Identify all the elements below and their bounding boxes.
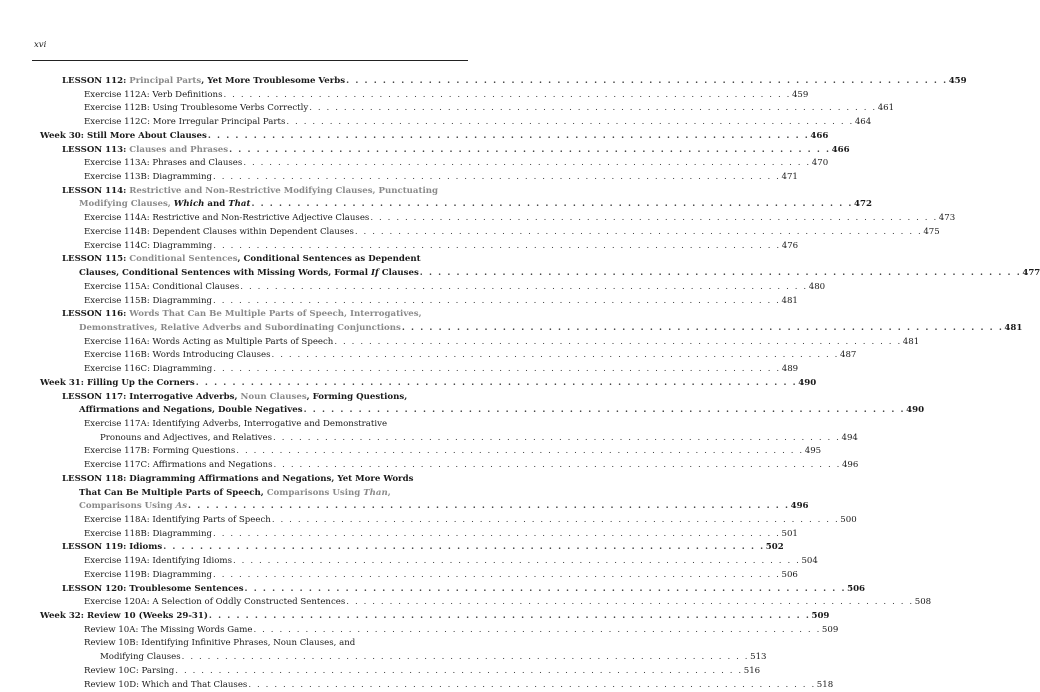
title-segment: Exercise 116C: Diagramming — [84, 364, 213, 375]
page-number: 473 — [938, 213, 956, 224]
toc-entry-title — [84, 569, 212, 583]
leader-dots: . . . . . . . . . . . . . . . . . . . . . . . . . . . . . . . . . . . . . . . . . . . . . . . . . . . . . . . . . . . . . . . . . . — [213, 240, 781, 251]
title-segment: Exercise 120A: A Selection of Oddly Constructed Sentences — [84, 597, 346, 608]
toc-entry-title — [84, 89, 223, 103]
toc-entry-title — [79, 487, 391, 501]
toc-lesson-entry — [62, 391, 442, 405]
toc-exercise-entry — [62, 624, 839, 638]
toc-entry-title — [84, 679, 247, 692]
title-segment: Exercise 118A: Identifying Parts of Speech — [84, 515, 271, 525]
toc-exercise-entry — [62, 281, 826, 295]
toc-entry-title — [40, 130, 207, 144]
toc-continuation-line — [62, 267, 1040, 281]
title-segment: , Conditional Sentences as Dependent — [237, 254, 421, 265]
toc-entry-title — [84, 212, 369, 226]
page-number: 518 — [816, 679, 834, 690]
title-segment: , Yet More Troublesome Verbs — [201, 76, 346, 86]
page-number: 481 — [902, 336, 920, 347]
toc-entry-title — [84, 171, 212, 185]
page-number: 506 — [781, 569, 798, 580]
toc-continuation-line — [62, 487, 442, 501]
toc-entry-title — [62, 144, 228, 158]
toc-entry-title — [62, 541, 162, 555]
toc-continuation-line — [62, 651, 767, 665]
toc-exercise-entry — [62, 102, 895, 116]
title-segment: , Forming Questions, — [306, 391, 408, 402]
toc-lesson-entry — [62, 473, 442, 487]
toc-exercise-entry — [62, 514, 857, 528]
grammar-term-highlight: As — [175, 501, 188, 512]
toc-entry-title — [79, 500, 187, 514]
title-segment: That Can Be Multiple Parts of Speech, — [79, 487, 267, 498]
toc-continuation-line — [62, 198, 872, 212]
title-segment: Pronouns and Adjectives, and Relatives — [100, 432, 273, 443]
toc-exercise-entry — [62, 637, 442, 651]
grammar-term-highlight: Clauses and Phrases — [129, 144, 229, 155]
toc-entry-title — [84, 624, 252, 638]
toc-lesson-entry — [62, 583, 866, 597]
title-segment: Review 10D: Which and That Clauses — [84, 679, 248, 690]
page-folio: xvi — [34, 40, 47, 50]
toc-entry-title — [100, 432, 272, 446]
page-number: 464 — [854, 117, 872, 128]
toc-entry-title — [84, 363, 212, 377]
page-number: 516 — [743, 665, 761, 676]
title-segment: Review 10A: The Missing Words Game — [84, 624, 253, 635]
toc-entry-title — [84, 528, 212, 542]
toc-entry-title — [84, 637, 355, 651]
toc-exercise-entry — [62, 240, 799, 254]
page-number: 500 — [840, 515, 857, 525]
page-number: 480 — [808, 281, 826, 292]
title-segment: LESSON 119: Idioms — [62, 542, 163, 553]
page-number: 509 — [811, 611, 830, 622]
toc-exercise-entry — [62, 116, 872, 130]
grammar-term-highlight: Words That Can Be Multiple Parts of Speech, Interrogatives, — [129, 309, 422, 320]
page-number: 489 — [781, 364, 799, 375]
toc-entry-title — [84, 102, 308, 116]
leader-dots: . . . . . . . . . . . . . . . . . . . . . . . . . . . . . . . . . . . . . . . . . . . . . . . . . . . . . . . . . . . . . . . . . . — [244, 583, 847, 594]
title-segment: LESSON 114: — [62, 185, 130, 196]
leader-dots: . . . . . . . . . . . . . . . . . . . . . . . . . . . . . . . . . . . . . . . . . . . . . . . . . . . . . . . . . . . . . . . . . . — [401, 322, 1004, 333]
leader-dots: . . . . . . . . . . . . . . . . . . . . . . . . . . . . . . . . . . . . . . . . . . . . . . . . . . . . . . . . . . . . . . . . . . — [354, 226, 923, 237]
toc-exercise-entry — [62, 226, 940, 240]
title-segment: and — [204, 199, 229, 210]
toc-exercise-entry — [62, 349, 857, 363]
title-segment: Exercise 117A: Identifying Adverbs, Interrogative and Demonstrative — [84, 418, 388, 429]
toc-week-entry — [40, 610, 830, 624]
toc-entry-title — [84, 157, 242, 171]
toc-entry-title — [79, 322, 401, 336]
grammar-term-highlight: Comparisons Using — [266, 487, 364, 498]
page-number: 494 — [841, 432, 858, 443]
toc-entry-title — [62, 253, 421, 267]
leader-dots: . . . . . . . . . . . . . . . . . . . . . . . . . . . . . . . . . . . . . . . . . . . . . . . . . . . . . . . . . . . . . . . . . . — [181, 652, 750, 663]
toc-continuation-line — [62, 432, 858, 446]
leader-dots: . . . . . . . . . . . . . . . . . . . . . . . . . . . . . . . . . . . . . . . . . . . . . . . . . . . . . . . . . . . . . . . . . . — [213, 569, 781, 580]
toc-entry-title — [84, 336, 333, 350]
keyword-emphasis: That — [228, 199, 251, 210]
toc-lesson-entry — [62, 541, 784, 555]
leader-dots: . . . . . . . . . . . . . . . . . . . . . . . . . . . . . . . . . . . . . . . . . . . . . . . . . . . . . . . . . . . . . . . . . . — [236, 446, 804, 457]
toc-continuation-line — [62, 500, 809, 514]
toc-exercise-entry — [62, 679, 834, 692]
title-segment: Week 32: Review 10 (Weeks 29-31) — [40, 611, 208, 622]
toc-entry-title — [62, 391, 407, 405]
leader-dots: . . . . . . . . . . . . . . . . . . . . . . . . . . . . . . . . . . . . . . . . . . . . . . . . . . . . . . . . . . . . . . . . . . — [271, 515, 840, 525]
title-segment: Exercise 112A: Verb Definitions — [84, 89, 223, 100]
leader-dots: . . . . . . . . . . . . . . . . . . . . . . . . . . . . . . . . . . . . . . . . . . . . . . . . . . . . . . . . . . . . . . . . . . — [243, 158, 811, 169]
toc-entry-title — [84, 596, 345, 610]
leader-dots: . . . . . . . . . . . . . . . . . . . . . . . . . . . . . . . . . . . . . . . . . . . . . . . . . . . . . . . . . . . . . . . . . . — [253, 624, 821, 635]
toc-exercise-entry — [62, 445, 822, 459]
leader-dots: . . . . . . . . . . . . . . . . . . . . . . . . . . . . . . . . . . . . . . . . . . . . . . . . . . . . . . . . . . . . . . . . . . — [188, 501, 790, 512]
title-segment: Clauses, Conditional Sentences with Missing Words, Formal — [79, 268, 372, 279]
page-number: 487 — [840, 350, 857, 361]
toc-exercise-entry — [62, 157, 829, 171]
title-segment: Exercise 119B: Diagramming — [84, 569, 213, 580]
toc-entry-title — [62, 583, 244, 597]
toc-exercise-entry — [62, 295, 798, 309]
leader-dots: . . . . . . . . . . . . . . . . . . . . . . . . . . . . . . . . . . . . . . . . . . . . . . . . . . . . . . . . . . . . . . . . . . — [346, 597, 914, 608]
leader-dots: . . . . . . . . . . . . . . . . . . . . . . . . . . . . . . . . . . . . . . . . . . . . . . . . . . . . . . . . . . . . . . . . . . — [286, 117, 854, 128]
grammar-term-highlight: Conditional Sentences — [129, 254, 238, 265]
leader-dots: . . . . . . . . . . . . . . . . . . . . . . . . . . . . . . . . . . . . . . . . . . . . . . . . . . . . . . . . . . . . . . . . . . — [213, 364, 781, 375]
leader-dots: . . . . . . . . . . . . . . . . . . . . . . . . . . . . . . . . . . . . . . . . . . . . . . . . . . . . . . . . . . . . . . . . . . — [419, 268, 1022, 279]
grammar-term-highlight: Than — [363, 487, 388, 498]
page-number: 461 — [877, 103, 895, 114]
toc-exercise-entry — [62, 596, 932, 610]
toc-lesson-entry — [62, 185, 442, 199]
page-number: 509 — [821, 624, 839, 635]
grammar-term-highlight: Demonstratives, Relative Adverbs and Subordinating Conjunctions — [79, 322, 401, 333]
title-segment: Review 10C: Parsing — [84, 665, 175, 676]
leader-dots: . . . . . . . . . . . . . . . . . . . . . . . . . . . . . . . . . . . . . . . . . . . . . . . . . . . . . . . . . . . . . . . . . . — [163, 542, 765, 553]
toc-entry-title — [100, 651, 181, 665]
page-number: 490 — [906, 405, 925, 416]
leader-dots: . . . . . . . . . . . . . . . . . . . . . . . . . . . . . . . . . . . . . . . . . . . . . . . . . . . . . . . . . . . . . . . . . . — [334, 336, 902, 347]
page-number: 501 — [781, 528, 798, 539]
toc-exercise-entry — [62, 528, 798, 542]
page-number: 476 — [781, 240, 799, 251]
leader-dots: . . . . . . . . . . . . . . . . . . . . . . . . . . . . . . . . . . . . . . . . . . . . . . . . . . . . . . . . . . . . . . . . . . — [175, 665, 743, 676]
leader-dots: . . . . . . . . . . . . . . . . . . . . . . . . . . . . . . . . . . . . . . . . . . . . . . . . . . . . . . . . . . . . . . . . . . — [346, 76, 948, 86]
leader-dots: . . . . . . . . . . . . . . . . . . . . . . . . . . . . . . . . . . . . . . . . . . . . . . . . . . . . . . . . . . . . . . . . . . — [370, 213, 938, 224]
title-segment: Exercise 113A: Phrases and Clauses — [84, 158, 243, 169]
toc-exercise-entry — [62, 555, 818, 569]
title-segment: Modifying Clauses — [100, 652, 181, 663]
leader-dots: . . . . . . . . . . . . . . . . . . . . . . . . . . . . . . . . . . . . . . . . . . . . . . . . . . . . . . . . . . . . . . . . . . — [208, 611, 811, 622]
title-segment: LESSON 115: — [62, 254, 130, 265]
toc-entry-title — [84, 349, 271, 363]
page-number: 477 — [1022, 268, 1040, 279]
page-number: 459 — [791, 89, 809, 100]
page-number: 504 — [801, 556, 818, 567]
toc-entry-title — [62, 473, 413, 487]
toc-exercise-entry — [62, 665, 761, 679]
toc-entry-title — [79, 267, 419, 281]
toc-entry-title — [79, 404, 303, 418]
toc-continuation-line — [62, 404, 925, 418]
toc-exercise-entry — [62, 459, 859, 473]
title-segment: Exercise 115A: Conditional Clauses — [84, 281, 240, 292]
leader-dots: . . . . . . . . . . . . . . . . . . . . . . . . . . . . . . . . . . . . . . . . . . . . . . . . . . . . . . . . . . . . . . . . . . — [213, 172, 781, 183]
page-number: 472 — [853, 199, 872, 210]
title-segment: Review 10B: Identifying Infinitive Phrases, Noun Clauses, and — [84, 638, 356, 649]
title-segment: Exercise 119A: Identifying Idioms — [84, 556, 232, 567]
toc-entry-title — [40, 610, 208, 624]
leader-dots: . . . . . . . . . . . . . . . . . . . . . . . . . . . . . . . . . . . . . . . . . . . . . . . . . . . . . . . . . . . . . . . . . . — [213, 295, 781, 306]
toc-entry-title — [84, 514, 271, 528]
leader-dots: . . . . . . . . . . . . . . . . . . . . . . . . . . . . . . . . . . . . . . . . . . . . . . . . . . . . . . . . . . . . . . . . . . — [251, 199, 853, 210]
leader-dots: . . . . . . . . . . . . . . . . . . . . . . . . . . . . . . . . . . . . . . . . . . . . . . . . . . . . . . . . . . . . . . . . . . — [309, 103, 877, 114]
toc-exercise-entry — [62, 363, 799, 377]
title-segment: LESSON 118: Diagramming Affirmations and Negations, Yet More Words — [62, 473, 414, 484]
leader-dots: . . . . . . . . . . . . . . . . . . . . . . . . . . . . . . . . . . . . . . . . . . . . . . . . . . . . . . . . . . . . . . . . . . — [233, 556, 801, 567]
title-segment: Exercise 112B: Using Troublesome Verbs Correctly — [84, 103, 309, 114]
title-segment: LESSON 116: — [62, 309, 130, 320]
toc-continuation-line — [62, 322, 1023, 336]
title-segment: Exercise 117C: Affirmations and Negations — [84, 460, 273, 471]
toc-exercise-entry — [62, 336, 920, 350]
leader-dots: . . . . . . . . . . . . . . . . . . . . . . . . . . . . . . . . . . . . . . . . . . . . . . . . . . . . . . . . . . . . . . . . . . — [273, 460, 841, 471]
leader-dots: . . . . . . . . . . . . . . . . . . . . . . . . . . . . . . . . . . . . . . . . . . . . . . . . . . . . . . . . . . . . . . . . . . — [213, 528, 781, 539]
toc-entry-title — [62, 185, 438, 199]
title-segment: Exercise 118B: Diagramming — [84, 528, 213, 539]
grammar-term-highlight: Principal Parts — [129, 76, 202, 86]
toc-exercise-entry — [62, 171, 798, 185]
toc-entry-title — [84, 555, 232, 569]
leader-dots: . . . . . . . . . . . . . . . . . . . . . . . . . . . . . . . . . . . . . . . . . . . . . . . . . . . . . . . . . . . . . . . . . . — [303, 405, 906, 416]
title-segment: Exercise 114A: Restrictive and Non-Restrictive Adjective Clauses — [84, 213, 370, 224]
title-segment: LESSON 112: — [62, 76, 130, 86]
toc-exercise-entry — [62, 418, 442, 432]
page-number: 481 — [1004, 322, 1023, 333]
leader-dots: . . . . . . . . . . . . . . . . . . . . . . . . . . . . . . . . . . . . . . . . . . . . . . . . . . . . . . . . . . . . . . . . . . — [223, 89, 791, 100]
toc-entry-title — [62, 75, 345, 89]
toc-entry-title — [84, 116, 285, 130]
toc-exercise-entry — [62, 569, 798, 583]
leader-dots: . . . . . . . . . . . . . . . . . . . . . . . . . . . . . . . . . . . . . . . . . . . . . . . . . . . . . . . . . . . . . . . . . . — [240, 281, 808, 292]
page-number: 475 — [923, 226, 940, 237]
page-number: 513 — [750, 652, 767, 663]
leader-dots: . . . . . . . . . . . . . . . . . . . . . . . . . . . . . . . . . . . . . . . . . . . . . . . . . . . . . . . . . . . . . . . . . . — [195, 377, 798, 388]
leader-dots: . . . . . . . . . . . . . . . . . . . . . . . . . . . . . . . . . . . . . . . . . . . . . . . . . . . . . . . . . . . . . . . . . . — [229, 144, 831, 155]
table-of-contents — [40, 75, 1040, 692]
page-number: 508 — [914, 597, 932, 608]
toc-lesson-entry — [62, 253, 442, 267]
toc-entry-title — [62, 308, 422, 322]
title-segment: LESSON 113: — [62, 144, 130, 155]
title-segment: Week 31: Filling Up the Corners — [40, 377, 195, 388]
grammar-term-highlight: Modifying Clauses, — [79, 199, 174, 210]
toc-entry-title — [84, 445, 235, 459]
toc-entry-title — [40, 377, 195, 391]
toc-entry-title — [84, 665, 174, 679]
toc-lesson-entry — [62, 144, 850, 158]
header-rule — [32, 60, 468, 61]
toc-entry-title — [84, 295, 212, 309]
page-number: 466 — [831, 144, 850, 155]
grammar-term-highlight: Noun Clauses — [240, 391, 307, 402]
leader-dots: . . . . . . . . . . . . . . . . . . . . . . . . . . . . . . . . . . . . . . . . . . . . . . . . . . . . . . . . . . . . . . . . . . — [271, 350, 839, 361]
title-segment: Exercise 112C: More Irregular Principal Parts — [84, 117, 286, 128]
page-number: 496 — [790, 501, 809, 512]
page-number: 496 — [841, 460, 859, 471]
page-number: 506 — [847, 583, 866, 594]
grammar-term-highlight: , — [387, 487, 391, 498]
page-number: 490 — [798, 377, 817, 388]
title-segment: Week 30: Still More About Clauses — [40, 130, 207, 141]
title-segment: Exercise 116A: Words Acting as Multiple Parts of Speech — [84, 336, 334, 347]
toc-lesson-entry — [62, 75, 967, 89]
page-number: 495 — [804, 446, 822, 457]
title-segment: Exercise 113B: Diagramming — [84, 172, 213, 183]
toc-entry-title — [84, 281, 239, 295]
toc-entry-title — [84, 226, 354, 240]
title-segment: Affirmations and Negations, Double Negatives — [79, 405, 303, 416]
toc-exercise-entry — [62, 89, 809, 103]
title-segment: Exercise 116B: Words Introducing Clauses — [84, 350, 271, 361]
title-segment: Exercise 115B: Diagramming — [84, 295, 213, 306]
page-number: 459 — [948, 76, 967, 86]
title-segment: Exercise 114B: Dependent Clauses within Dependent Clauses — [84, 226, 354, 237]
keyword-emphasis: If — [371, 268, 379, 279]
page-number: 502 — [765, 542, 784, 553]
title-segment: LESSON 120: Troublesome Sentences — [62, 583, 244, 594]
keyword-emphasis: Which — [173, 199, 205, 210]
title-segment: Exercise 117B: Forming Questions — [84, 446, 236, 457]
toc-entry-title — [84, 240, 212, 254]
title-segment: Exercise 114C: Diagramming — [84, 240, 213, 251]
toc-week-entry — [40, 377, 817, 391]
page-number: 471 — [781, 172, 798, 183]
leader-dots: . . . . . . . . . . . . . . . . . . . . . . . . . . . . . . . . . . . . . . . . . . . . . . . . . . . . . . . . . . . . . . . . . . — [248, 679, 816, 690]
toc-lesson-entry — [62, 308, 442, 322]
leader-dots: . . . . . . . . . . . . . . . . . . . . . . . . . . . . . . . . . . . . . . . . . . . . . . . . . . . . . . . . . . . . . . . . . . — [273, 432, 841, 443]
grammar-term-highlight: Restrictive and Non-Restrictive Modifying Clauses, Punctuating — [129, 185, 438, 196]
page-number: 466 — [810, 130, 829, 141]
page-number: 481 — [781, 295, 798, 306]
title-segment: LESSON 117: Interrogative Adverbs, — [62, 391, 241, 402]
grammar-term-highlight: Comparisons Using — [79, 501, 176, 512]
toc-entry-title — [79, 198, 250, 212]
toc-week-entry — [40, 130, 829, 144]
title-segment: Clauses — [378, 268, 419, 279]
toc-entry-title — [84, 459, 273, 473]
leader-dots: . . . . . . . . . . . . . . . . . . . . . . . . . . . . . . . . . . . . . . . . . . . . . . . . . . . . . . . . . . . . . . . . . . — [207, 130, 810, 141]
page-number: 470 — [811, 158, 829, 169]
toc-entry-title — [84, 418, 387, 432]
toc-exercise-entry — [62, 212, 956, 226]
